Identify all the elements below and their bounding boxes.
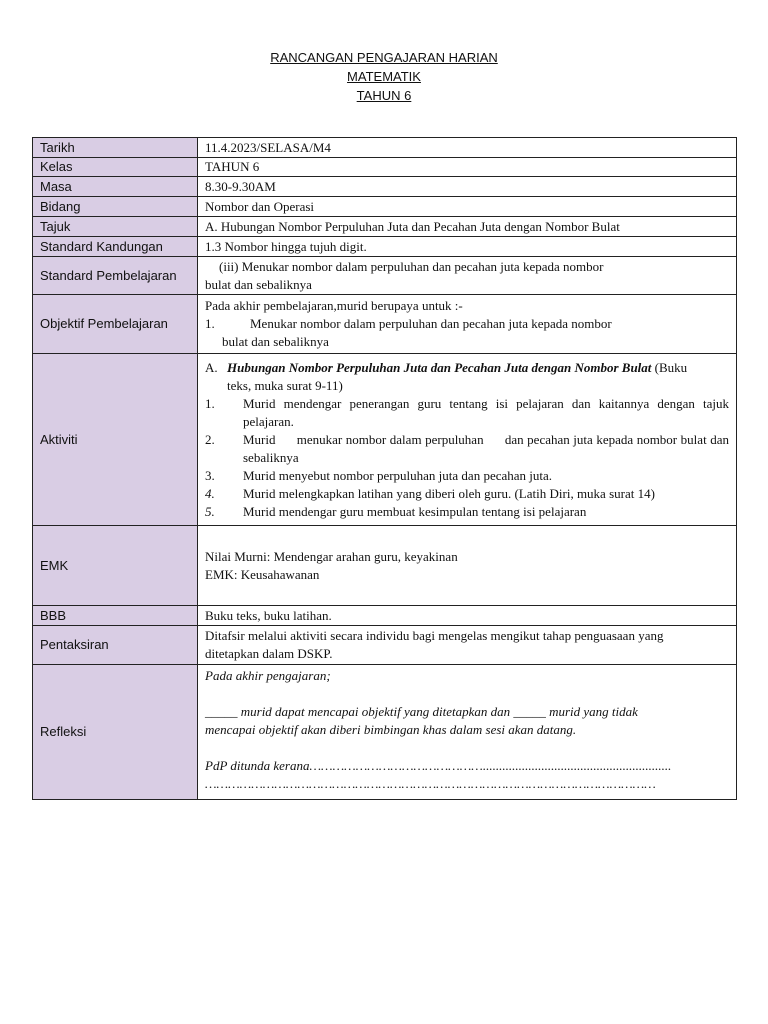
row-tarikh xyxy=(33,138,737,158)
header-title: RANCANGAN PENGAJARAN HARIAN xyxy=(270,50,498,65)
label-standard-kandungan: Standard Kandungan xyxy=(33,237,198,257)
row-objektif xyxy=(33,295,737,354)
aktiviti-heading-title: Hubungan Nombor Perpuluhan Juta dan Pecahan Juta dengan Nombor Bulat xyxy=(227,359,652,375)
label-kelas: Kelas xyxy=(33,158,198,177)
label-pentaksiran: Pentaksiran xyxy=(33,626,198,665)
objektif-number: 1. xyxy=(205,316,215,331)
aktiviti-item-number: 2. xyxy=(205,431,215,447)
aktiviti-item-text: Murid mendengar guru membuat kesimpulan tentang isi pelajaran xyxy=(243,503,587,519)
label-tajuk: Tajuk xyxy=(33,217,198,237)
row-kelas xyxy=(33,158,737,177)
refleksi-line2: _____ murid dapat mencapai objektif yang ditetapkan dan _____ murid yang tidak xyxy=(205,704,638,719)
objektif-intro: Pada akhir pembelajaran,murid berupaya untuk :- xyxy=(205,298,463,313)
aktiviti-item-text: Murid melengkapkan latihan yang diberi oleh guru. (Latih Diri, muka surat 14) xyxy=(243,485,655,501)
row-bidang xyxy=(33,197,737,217)
label-tarikh: Tarikh xyxy=(33,138,198,158)
row-refleksi xyxy=(33,665,737,800)
value-standard-kandungan: 1.3 Nombor hingga tujuh digit. xyxy=(198,237,737,257)
row-tajuk xyxy=(33,217,737,237)
value-kelas: TAHUN 6 xyxy=(198,158,737,177)
label-emk: EMK xyxy=(33,526,198,606)
header-subject: MATEMATIK xyxy=(347,69,421,84)
aktiviti-heading-number: A. xyxy=(205,359,218,375)
row-standard-kandungan xyxy=(33,237,737,257)
objektif-line2: bulat dan sebaliknya xyxy=(222,334,329,349)
aktiviti-item-4 xyxy=(205,485,729,503)
aktiviti-item-5 xyxy=(205,503,729,521)
refleksi-line5: ……………………………………………………………………………………………………… xyxy=(205,776,656,791)
aktiviti-item-number: 4. xyxy=(205,485,215,501)
value-refleksi xyxy=(198,665,737,800)
row-emk xyxy=(33,526,737,606)
objektif-line1: Menukar nombor dalam perpuluhan dan pecahan juta kepada nombor xyxy=(250,316,612,331)
aktiviti-item-number: 5. xyxy=(205,503,215,519)
label-bbb: BBB xyxy=(33,606,198,626)
value-masa: 8.30-9.30AM xyxy=(198,177,737,197)
label-objektif: Objektif Pembelajaran xyxy=(33,295,198,354)
value-tarikh: 11.4.2023/SELASA/M4 xyxy=(198,138,737,158)
document-header xyxy=(0,48,768,105)
refleksi-line4: PdP ditunda kerana……………………………………….......................................................... xyxy=(205,758,672,773)
label-masa: Masa xyxy=(33,177,198,197)
row-masa xyxy=(33,177,737,197)
refleksi-line1: Pada akhir pengajaran; xyxy=(205,668,331,683)
header-year: TAHUN 6 xyxy=(356,88,412,103)
row-bbb xyxy=(33,606,737,626)
aktiviti-item-text: Murid mendengar penerangan guru tentang isi pelajaran dan kaitannya dengan tajuk pelajaran. xyxy=(243,395,729,429)
row-aktiviti xyxy=(33,354,737,526)
value-pentaksiran xyxy=(198,626,737,665)
aktiviti-item-number: 1. xyxy=(205,395,215,411)
value-bidang: Nombor dan Operasi xyxy=(198,197,737,217)
label-bidang: Bidang xyxy=(33,197,198,217)
emk-line1: Nilai Murni: Mendengar arahan guru, keyakinan xyxy=(205,548,458,564)
aktiviti-heading-rest: (Buku xyxy=(651,359,688,375)
pentaksiran-line2: ditetapkan dalam DSKP. xyxy=(205,646,333,661)
value-tajuk: A. Hubungan Nombor Perpuluhan Juta dan Pecahan Juta dengan Nombor Bulat xyxy=(198,217,737,237)
refleksi-line3: mencapai objektif akan diberi bimbingan khas dalam sesi akan datang. xyxy=(205,722,577,737)
aktiviti-item-2 xyxy=(205,431,733,467)
aktiviti-item-1 xyxy=(205,395,729,431)
label-refleksi: Refleksi xyxy=(33,665,198,800)
value-aktiviti xyxy=(198,354,737,526)
label-aktiviti: Aktiviti xyxy=(33,354,198,526)
standard-pembelajaran-line2: bulat dan sebaliknya xyxy=(205,276,312,292)
pentaksiran-line1: Ditafsir melalui aktiviti secara individu bagi mengelas mengikut tahap penguasaan yang xyxy=(205,628,664,643)
lesson-plan-table xyxy=(32,137,737,800)
aktiviti-item-number: 3. xyxy=(205,467,215,483)
emk-line2: EMK: Keusahawanan xyxy=(205,566,320,582)
label-standard-pembelajaran: Standard Pembelajaran xyxy=(33,257,198,295)
aktiviti-heading-line2: teks, muka surat 9-11) xyxy=(227,377,343,393)
aktiviti-item-3 xyxy=(205,467,729,485)
aktiviti-item-text: Murid menyebut nombor perpuluhan juta dan pecahan juta. xyxy=(243,467,553,483)
row-standard-pembelajaran xyxy=(33,257,737,295)
row-pentaksiran xyxy=(33,626,737,665)
standard-pembelajaran-line1: (iii) Menukar nombor dalam perpuluhan dan pecahan juta kepada nombor xyxy=(219,258,604,274)
aktiviti-item-text: Murid menukar nombor dalam perpuluhan dan pecahan juta kepada nombor bulat dan sebaliknya xyxy=(243,431,733,465)
value-emk xyxy=(198,526,737,606)
value-standard-pembelajaran xyxy=(198,257,737,295)
value-bbb: Buku teks, buku latihan. xyxy=(198,606,737,626)
value-objektif xyxy=(198,295,737,354)
